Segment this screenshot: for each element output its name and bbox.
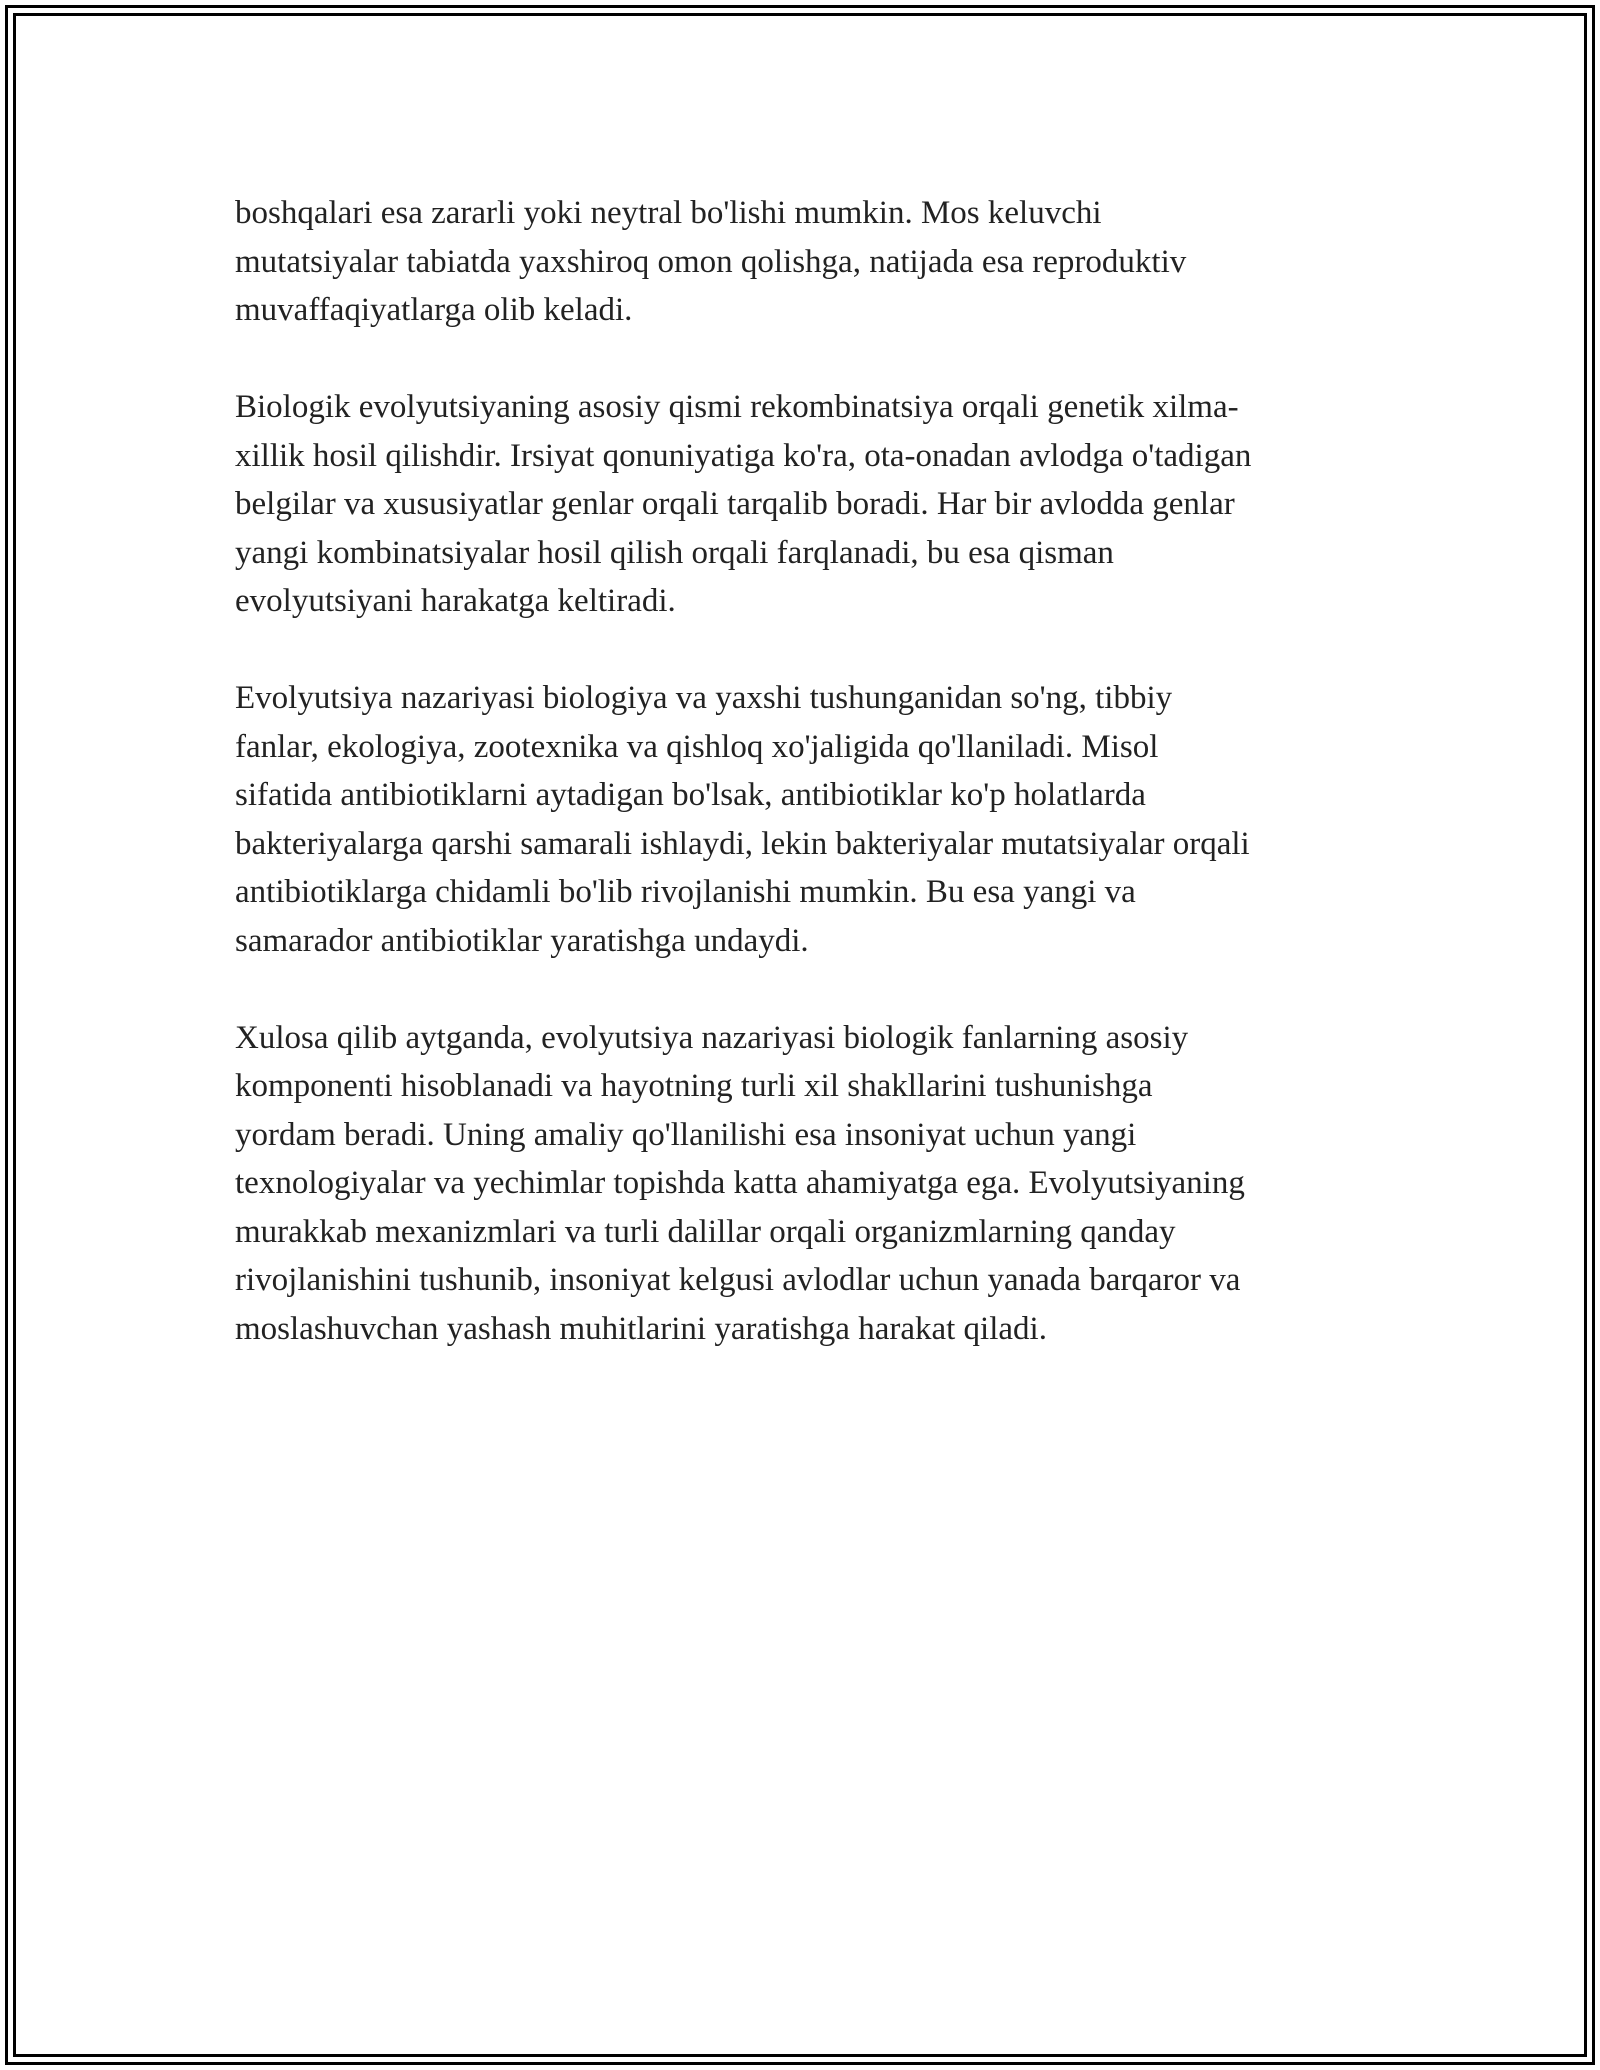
paragraph-recombination: Biologik evolyutsiyaning asosiy qismi rekombinatsiya orqali genetik xilma- xillik hosil qilishdir. Irsiyat qonuniyatiga ko'ra, ota-onadan avlodga o'tadigan belgilar va xususiyatlar genlar orqali tarqalib boradi. Har bir avlodda genlar yangi kombinatsiyalar hosil qilish orqali farqlanadi, bu esa qisman evolyutsiyani harakatga keltiradi. <box>235 389 1252 619</box>
paragraph-applications: Evolyutsiya nazariyasi biologiya va yaxshi tushunganidan so'ng, tibbiy fanlar, ekologiya, zootexnika va qishloq xo'jaligida qo'llaniladi. Misol sifatida antibiotiklarni aytadigan bo'lsak, antibiotiklar ko'p holatlarda bakteriyalarga qarshi samarali ishlaydi, lekin bakteriyalar mutatsiyalar orqali antibiotiklarga chidamli bo'lib rivojlanishi mumkin. Bu esa yangi va samarador antibiotiklar yaratishga undaydi. <box>235 680 1250 959</box>
document-body <box>235 189 1385 1402</box>
paragraph-mutations: boshqalari esa zararli yoki neytral bo'lishi mumkin. Mos keluvchi mutatsiyalar tabiatda yaxshiroq omon qolishga, natijada esa reproduktiv muvaffaqiyatlarga olib keladi. <box>235 195 1187 328</box>
paragraph-conclusion: Xulosa qilib aytganda, evolyutsiya nazariyasi biologik fanlarning asosiy komponenti hisoblanadi va hayotning turli xil shakllarini tushunishga yordam beradi. Uning amaliy qo'llanilishi esa insoniyat uchun yangi texnologiyalar va yechimlar topishda katta ahamiyatga ega. Evolyutsiyaning murakkab mexanizmlari va turli dalillar orqali organizmlarning qanday rivojlanishini tushunib, insoniyat kelgusi avlodlar uchun yanada barqaror va moslashuvchan yashash muhitlarini yaratishga harakat qiladi. <box>235 1019 1245 1347</box>
